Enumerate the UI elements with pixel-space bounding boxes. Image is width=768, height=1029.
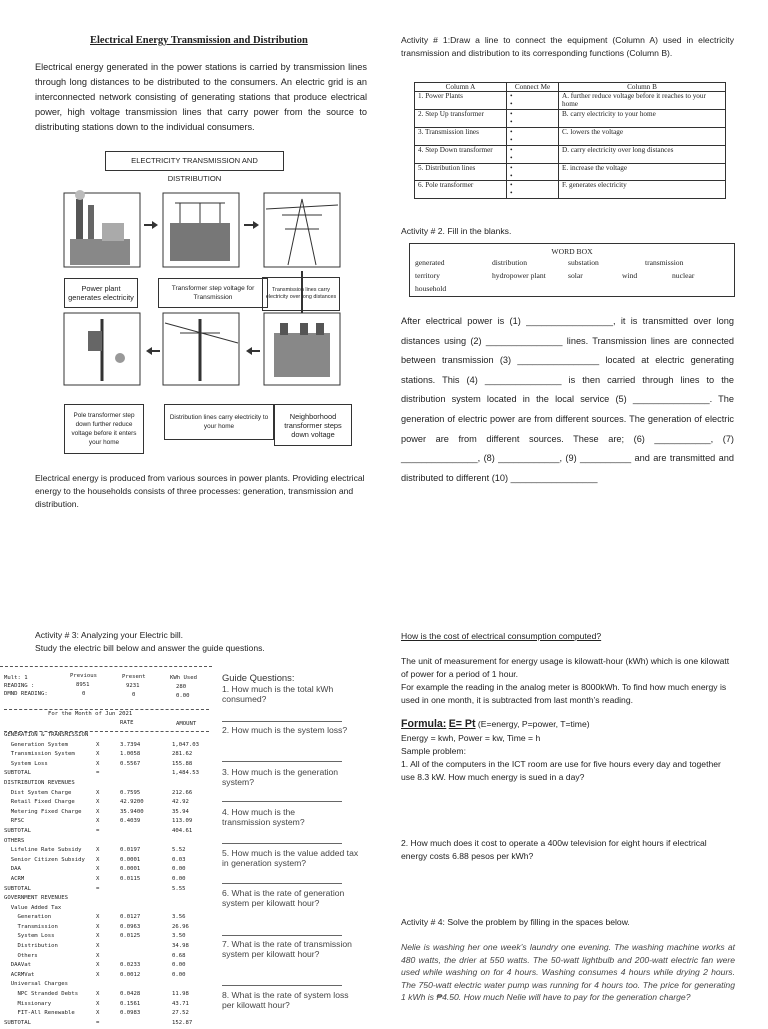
connect-bullets[interactable]: • • <box>507 146 559 164</box>
bill-line-rate: 0.0001 <box>120 856 141 863</box>
bill-line-amount: 11.98 <box>172 991 189 998</box>
answer-line[interactable] <box>222 843 342 844</box>
bill-line <box>4 790 209 800</box>
cost-p2: For example the reading in the analog meter is 8000kWh. To find how much energy is used in one month, it is subtracted from last month’s reading. <box>401 682 727 705</box>
formula-line <box>401 718 590 730</box>
bill-line <box>4 886 209 896</box>
bill-kwh-label: KWh Used <box>170 675 197 681</box>
bill-line-operator: X <box>96 952 100 959</box>
column-a-header: Column A <box>415 83 507 92</box>
transmission-tower-illustration <box>264 193 340 267</box>
bill-line <box>4 770 209 780</box>
bill-line <box>4 981 209 991</box>
bill-line-label: RFSC <box>4 818 25 825</box>
sample-problem-2: 2. How much does it cost to operate a 400w television for eight hours if electrical energy costs 6.88 pesos per kWh? <box>401 838 707 861</box>
word: transmission <box>645 258 684 267</box>
bill-line-operator: = <box>96 885 100 892</box>
bill-line-operator: X <box>96 923 100 930</box>
column-a-item: 1. Power Plants <box>415 92 507 110</box>
bill-month: For the Month of Jun 2021 <box>48 711 133 717</box>
bill-line-amount: 0.03 <box>172 856 186 863</box>
bill-line-label: ACRM <box>4 875 25 882</box>
bill-line-rate: 0.0012 <box>120 971 141 978</box>
guide-question: 4. How much is the transmission system? <box>222 807 305 827</box>
bill-line-amount: 152.87 <box>172 1019 193 1026</box>
activity1-instruction: Activity # 1:Draw a line to connect the equipment (Column A) used in electricity transmission and distribution to its corresponding functions (Column B). <box>401 35 734 58</box>
bill-line-amount: 0.68 <box>172 952 186 959</box>
column-a-item: 5. Distribution lines <box>415 164 507 181</box>
bill-line-rate: 0.0233 <box>120 962 141 969</box>
word: distribution <box>492 258 528 267</box>
bill-line-operator: = <box>96 827 100 834</box>
bill-line-rate: 0.0125 <box>120 933 141 940</box>
bill-line-amount: 5.55 <box>172 885 186 892</box>
formula-legend: (E=energy, P=power, T=time) <box>477 719 590 729</box>
column-b-header: Column B <box>559 83 726 92</box>
bill-line-label: Missionary <box>4 1000 52 1007</box>
answer-line[interactable] <box>222 985 342 986</box>
bill-line-label: OTHERS <box>4 837 25 844</box>
caption-step-up: Transformer step voltage for Transmission <box>158 278 268 308</box>
bill-line-amount: 27.52 <box>172 1010 189 1017</box>
bill-line-label: Transmission System <box>4 751 75 758</box>
bill-line-operator: X <box>96 847 100 854</box>
matching-table <box>414 82 726 199</box>
cost-heading: How is the cost of electrical consumption computed? <box>401 631 602 641</box>
connect-bullets[interactable]: • • <box>507 164 559 181</box>
bill-line-label: Lifeline Rate Subsidy <box>4 847 82 854</box>
page-title: Electrical Energy Transmission and Distribution <box>90 35 308 46</box>
bill-line-label: DISTRIBUTION REVENUES <box>4 779 75 786</box>
bill-line-rate: 0.0115 <box>120 875 141 882</box>
guide-title: Guide Questions: <box>222 672 295 683</box>
bill-line-amount: 3.56 <box>172 914 186 921</box>
bill-line <box>4 847 209 857</box>
caption-neighborhood-transformer: Neighborhood transformer steps down voltage <box>274 404 352 446</box>
bill-line-rate: 0.0127 <box>120 914 141 921</box>
step-up-transformer-illustration <box>163 193 239 267</box>
column-b-item: F. generates electricity <box>559 181 726 199</box>
bill-line-rate: 0.7595 <box>120 789 141 796</box>
bill-line-amount: 0.00 <box>172 866 186 873</box>
answer-line[interactable] <box>222 801 342 802</box>
bill-present-reading: 9231 <box>126 683 140 689</box>
bill-line <box>4 761 209 771</box>
column-a-item: 3. Transmission lines <box>415 128 507 146</box>
column-b-item: D. carry electricity over long distances <box>559 146 726 164</box>
bill-line <box>4 742 209 752</box>
bill-line-operator: X <box>96 991 100 998</box>
bill-line-amount: 42.92 <box>172 799 189 806</box>
bill-line-operator: X <box>96 875 100 882</box>
bill-line-operator: X <box>96 1010 100 1017</box>
bill-line-rate: 0.0001 <box>120 866 141 873</box>
word: substation <box>568 258 599 267</box>
bill-line-amount: 3.50 <box>172 933 186 940</box>
word: household <box>415 284 447 293</box>
bill-line-amount: 43.71 <box>172 1000 189 1007</box>
word: hydropower plant <box>492 271 546 280</box>
bill-line <box>4 1001 209 1011</box>
bill-line-amount: 35.94 <box>172 808 189 815</box>
bill-line-label: NPC Stranded Debts <box>4 991 79 998</box>
bill-lines <box>4 732 209 1029</box>
fill-in-paragraph[interactable]: After electrical power is (1) _________________, it is transmitted over long distances using (2) _______________ lines. Transmission lines are connected between transmission (3) ________________ located at electric generating stations. This (4) _______________ is then carried through lines to the distribution system located in the local service (5) _______________. The generation of electric power are from different sources. The generation of electric power are from different sources. These are; (6) ___________, (7) _______________, (8) ____________, (9) __________ and are transmitted and distributed to different (10) _________________ <box>401 316 734 483</box>
guide-question: 6. What is the rate of generation system per kilowatt hour? <box>222 888 345 908</box>
connect-bullets[interactable]: • • <box>507 110 559 128</box>
bill-line-operator: X <box>96 962 100 969</box>
bill-line-amount: 212.66 <box>172 789 193 796</box>
bill-line <box>4 943 209 953</box>
connect-bullets[interactable]: • • <box>507 181 559 199</box>
guide-questions <box>222 672 370 1010</box>
bill-line-label: SUBTOTAL <box>4 770 31 777</box>
connect-bullets[interactable]: • • <box>507 128 559 146</box>
column-b-item: B. carry electricity to your home <box>559 110 726 128</box>
answer-line[interactable] <box>222 935 342 936</box>
word: generated <box>415 258 445 267</box>
bill-line-amount: 0.00 <box>172 962 186 969</box>
activity4-problem: Nelie is washing her one week’s laundry one evening. The washing machine works at 480 watts, the drier at 550 watts. The 50-watt lightbulb and 200-watt electric fan were used while washing on for 4 hours. Washing consumes 4 hours while drying 2 hours. The 750-watt electric water pump was running for 4 hours too. The price for generating 1 kWh is ₱4.50. How much Nelie will have to pay for the generation charge? <box>401 942 735 1003</box>
bill-line-label: System Loss <box>4 933 55 940</box>
bill-line-label: DAA <box>4 866 21 873</box>
bill-line <box>4 924 209 934</box>
bill-line-amount: 155.88 <box>172 760 193 767</box>
connect-me-header: Connect Me <box>507 83 559 92</box>
bill-line-operator: X <box>96 866 100 873</box>
word-box-title: WORD BOX <box>551 247 593 256</box>
bill-line-amount: 113.09 <box>172 818 193 825</box>
bill-line-rate: 1.0058 <box>120 751 141 758</box>
bill-line-label: Value Added Tax <box>4 904 62 911</box>
word: solar <box>568 271 583 280</box>
bill-line-label: Metering Fixed Charge <box>4 808 82 815</box>
bill-mult: Mult: 1 <box>4 675 28 681</box>
bill-line-label: ACRMVat <box>4 971 35 978</box>
bill-prev-demand: 0 <box>82 691 86 697</box>
activity3-subtext: Study the electric bill below and answer the guide questions. <box>35 643 265 653</box>
bill-line-label: Transmission <box>4 923 58 930</box>
column-b-item: C. lowers the voltage <box>559 128 726 146</box>
bill-prev-label: Previous <box>70 673 97 679</box>
bill-line <box>4 962 209 972</box>
bill-line-rate: 0.0983 <box>120 1010 141 1017</box>
bill-line <box>4 914 209 924</box>
formula-label: Formula: <box>401 718 447 730</box>
neighborhood-transformer-illustration <box>264 313 340 385</box>
bill-line-label: Retail Fixed Charge <box>4 799 75 806</box>
answer-line[interactable] <box>222 883 342 884</box>
bill-line <box>4 809 209 819</box>
bill-line-label: Dist System Charge <box>4 789 72 796</box>
bill-present-label: Present <box>122 674 146 680</box>
column-b-item: E. increase the voltage <box>559 164 726 181</box>
column-a-item: 6. Pole transformer <box>415 181 507 199</box>
processes-paragraph: Electrical energy is produced from various sources in power plants. Providing electrical energy to the households consists of three processes: generation, transmission and distribution. <box>35 473 365 509</box>
bill-demand-label: DMND READING: <box>4 691 48 697</box>
bill-kwh-used: 280 <box>176 684 187 690</box>
activity4-instruction: Activity # 4: Solve the problem by filling in the spaces below. <box>401 917 630 927</box>
bill-line <box>4 857 209 867</box>
bill-line-rate: 0.0197 <box>120 847 141 854</box>
guide-question: 3. How much is the generation system? <box>222 767 339 787</box>
bill-line-label: Distribution <box>4 943 58 950</box>
distribution-lines-illustration <box>163 313 239 385</box>
formula: E= Pt <box>448 718 476 730</box>
bill-line-amount: 34.98 <box>172 943 189 950</box>
sample-label: Sample problem: <box>401 746 466 756</box>
bill-line-amount: 1,047.03 <box>172 741 199 748</box>
word: wind <box>622 271 638 280</box>
bill-line-amount: 0.00 <box>172 875 186 882</box>
word-box <box>409 243 735 297</box>
guide-question: 5. How much is the value added tax in generation system? <box>222 848 359 868</box>
bill-line <box>4 1010 209 1020</box>
bill-line-rate: 0.1561 <box>120 1000 141 1007</box>
cost-p1: The unit of measurement for energy usage is kilowatt-hour (kWh) which is one kilowatt of power for a period of 1 hour. <box>401 656 730 679</box>
diagram-title: ELECTRICITY TRANSMISSION AND DISTRIBUTION <box>105 151 284 171</box>
bill-line-operator: X <box>96 751 100 758</box>
bill-line-rate: 0.5567 <box>120 760 141 767</box>
caption-power-plant: Power plant generates electricity <box>64 278 138 308</box>
bill-line-label: Senior Citizen Subsidy <box>4 856 85 863</box>
bill-line <box>4 818 209 828</box>
activity3-instruction: Activity # 3: Analyzing your Electric bill. <box>35 630 184 640</box>
column-a-item: 2. Step Up transformer <box>415 110 507 128</box>
pole-transformer-illustration <box>64 313 140 385</box>
bill-line-operator: X <box>96 799 100 806</box>
bill-line-label: System Loss <box>4 760 48 767</box>
word: nuclear <box>672 271 695 280</box>
bill-line-label: DAAVat <box>4 962 31 969</box>
bill-line-operator: X <box>96 818 100 825</box>
caption-pole-transformer: Pole transformer step down further reduce voltage before it enters your home <box>64 404 144 454</box>
bill-line-operator: X <box>96 760 100 767</box>
bill-line <box>4 972 209 982</box>
guide-question: 2. How much is the system loss? <box>222 725 348 735</box>
bill-line-rate: 35.9400 <box>120 808 144 815</box>
bill-kwh-demand: 0.00 <box>176 693 190 699</box>
caption-transmission-lines: Transmission lines carry electricity over long distances <box>262 277 340 311</box>
guide-question: 8. What is the rate of system loss per kilowatt hour? <box>222 990 349 1010</box>
bill-reading-label: READING : <box>4 683 35 689</box>
bill-rate-header: RATE <box>120 720 134 726</box>
bill-line-label: GENERATION & TRANSMISSION <box>4 732 89 738</box>
bill-line-operator: X <box>96 741 100 748</box>
guide-question: 1. How much is the total kWh consumed? <box>222 684 334 704</box>
bill-line <box>4 933 209 943</box>
column-a-item: 4. Step Down transformer <box>415 146 507 164</box>
word: territory <box>415 271 440 280</box>
bill-line-operator: X <box>96 808 100 815</box>
bill-line <box>4 953 209 963</box>
bill-line-operator: X <box>96 933 100 940</box>
bill-line-label: SUBTOTAL <box>4 885 31 892</box>
bill-line-operator: X <box>96 971 100 978</box>
bill-line <box>4 1020 209 1029</box>
bill-line-operator: X <box>96 943 100 950</box>
power-plant-illustration <box>64 190 140 267</box>
bill-line-operator: X <box>96 856 100 863</box>
units-line: Energy = kwh, Power = kw, Time = h <box>401 733 541 743</box>
bill-line-label: GOVERNMENT REVENUES <box>4 895 68 902</box>
bill-line-rate: 42.9200 <box>120 799 144 806</box>
bill-line-amount: 281.62 <box>172 751 193 758</box>
activity2-instruction: Activity # 2. Fill in the blanks. <box>401 226 512 236</box>
caption-distribution-lines: Distribution lines carry electricity to your home <box>164 404 274 440</box>
bill-top-divider <box>0 666 212 667</box>
bill-line-label: SUBTOTAL <box>4 827 31 834</box>
bill-line-operator: = <box>96 1019 100 1026</box>
answer-line[interactable] <box>222 761 342 762</box>
bill-line-operator: X <box>96 789 100 796</box>
bill-present-demand: 0 <box>132 692 136 698</box>
electric-bill <box>4 673 209 1029</box>
bill-line-rate: 0.0963 <box>120 923 141 930</box>
bill-line-rate: 0.4039 <box>120 818 141 825</box>
bill-line-label: SUBTOTAL <box>4 1019 31 1026</box>
bill-line <box>4 838 209 848</box>
bill-line-label: FIT-All Renewable <box>4 1010 75 1017</box>
bill-line-label: Generation System <box>4 741 68 748</box>
intro-paragraph: Electrical energy generated in the power stations is carried by transmission lines through long distances to be distributed to the consumers. An electric grid is an interconnected network consisting of generating stations that produce electrical power, high voltage transmission lines that carry power from the source to distributing stations down to the individual consumers. <box>35 62 367 132</box>
bill-line <box>4 866 209 876</box>
bill-line <box>4 991 209 1001</box>
bill-amount-header: AMOUNT <box>176 721 197 727</box>
bill-line-amount: 404.61 <box>172 827 193 834</box>
bill-line-amount: 1,484.53 <box>172 770 199 777</box>
bill-line-operator: X <box>96 914 100 921</box>
bill-line <box>4 780 209 790</box>
bill-line <box>4 905 209 915</box>
column-b-item: A. further reduce voltage before it reaches to your home <box>559 92 726 110</box>
bill-line-operator: = <box>96 770 100 777</box>
sample-problem-1: 1. All of the computers in the ICT room are use for five hours every day and together use 8.3 kW. How much energy is sued in a day? <box>401 759 721 782</box>
bill-line <box>4 895 209 905</box>
bill-line <box>4 732 209 742</box>
bill-line-label: Generation <box>4 914 52 921</box>
answer-line[interactable] <box>222 721 342 722</box>
connect-bullets[interactable]: • • <box>507 92 559 110</box>
bill-line <box>4 828 209 838</box>
guide-question: 7. What is the rate of transmission system per kilowatt hour? <box>222 939 352 959</box>
bill-line-label: Universal Charges <box>4 981 68 988</box>
bill-line-amount: 0.00 <box>172 971 186 978</box>
bill-line-operator: X <box>96 1000 100 1007</box>
bill-line-amount: 26.96 <box>172 923 189 930</box>
bill-line-label: Others <box>4 952 38 959</box>
bill-line-amount: 5.52 <box>172 847 186 854</box>
bill-line-rate: 0.0428 <box>120 991 141 998</box>
bill-line <box>4 799 209 809</box>
bill-line-rate: 3.7394 <box>120 741 141 748</box>
bill-line <box>4 751 209 761</box>
bill-line <box>4 876 209 886</box>
bill-prev-reading: 8951 <box>76 682 90 688</box>
